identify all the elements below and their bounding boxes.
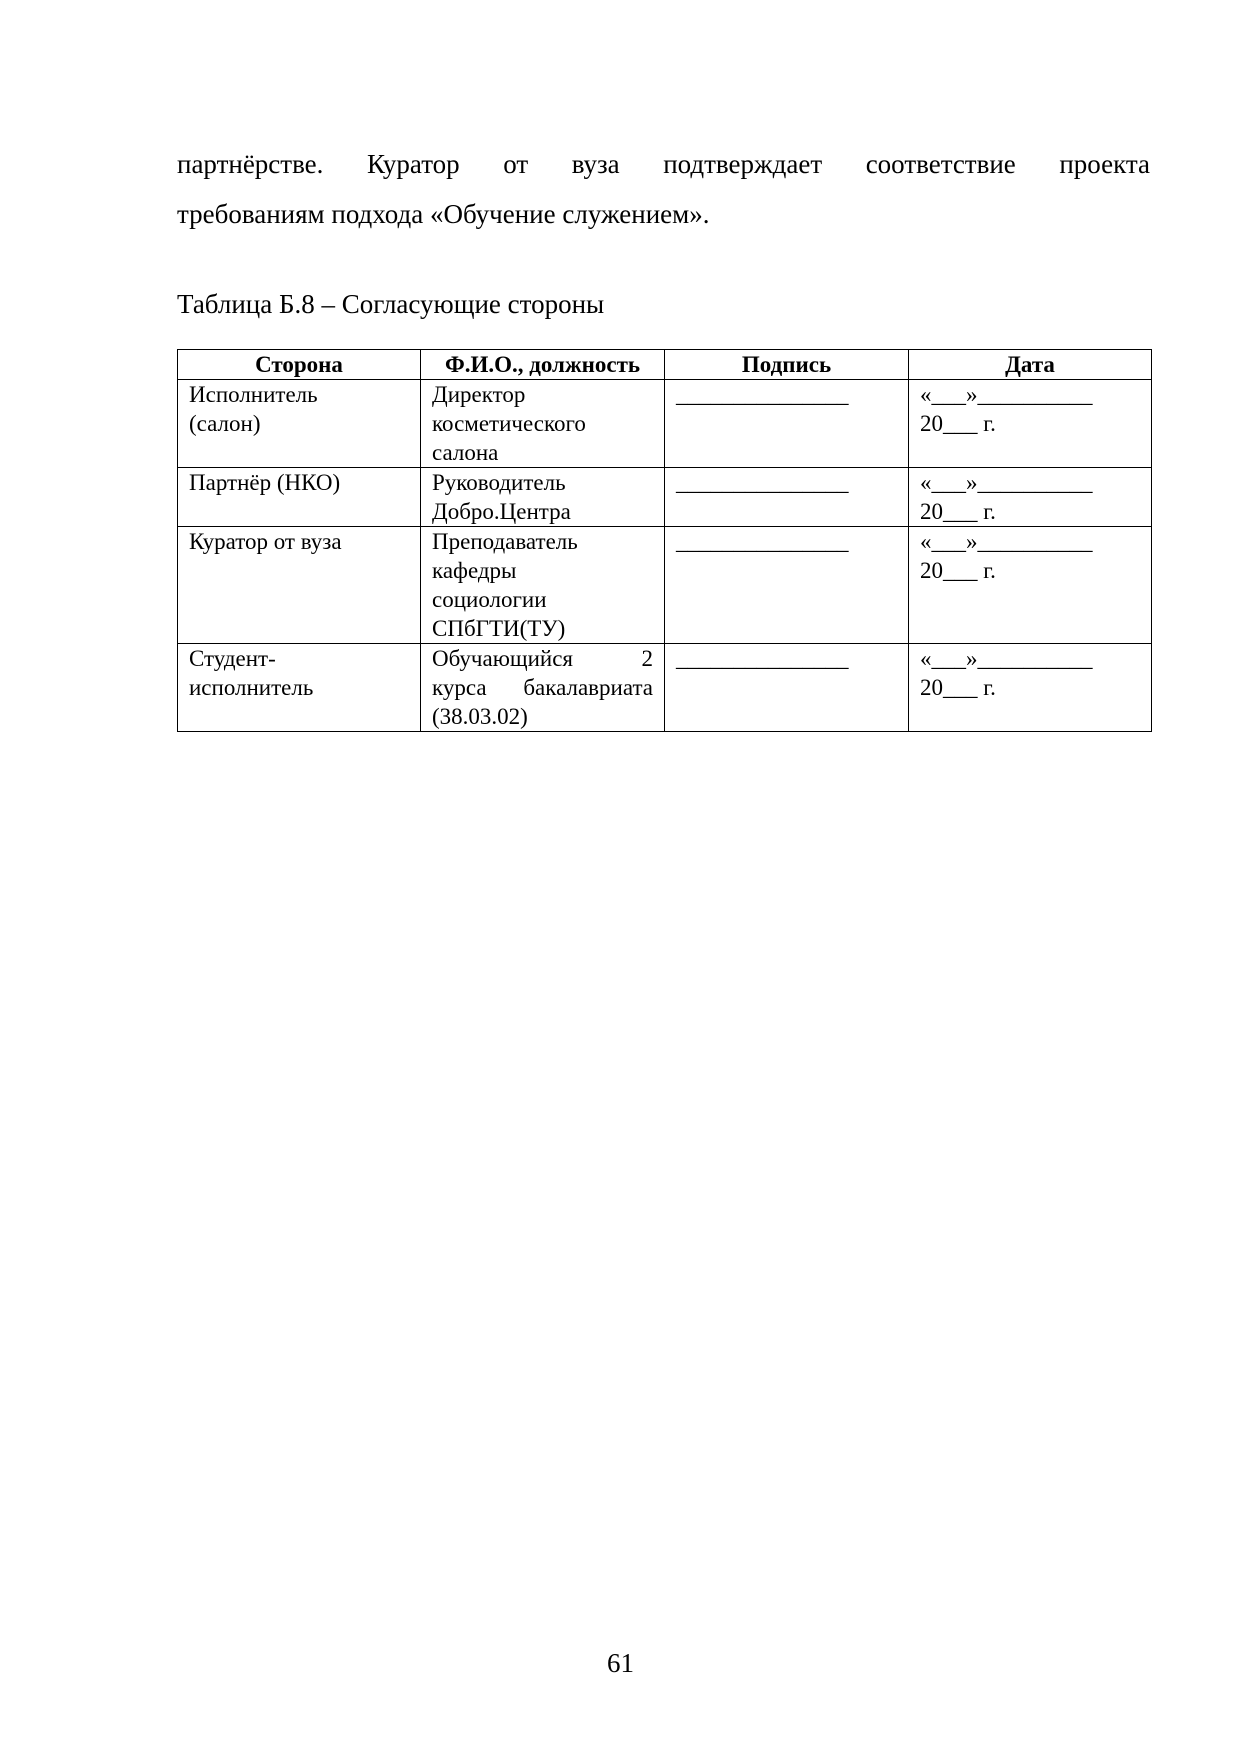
header-signature: Подпись	[665, 350, 909, 380]
cell-text-justified	[432, 673, 653, 702]
cell-date	[909, 527, 1152, 644]
cell-text: косметического	[432, 411, 586, 436]
paragraph-word: подтверждает	[663, 149, 823, 179]
date-line: «___»__________	[920, 646, 1093, 671]
signature-line: _______________	[676, 382, 849, 407]
table-row	[178, 380, 1152, 468]
cell-party	[178, 380, 421, 468]
cell-text: кафедры	[432, 558, 517, 583]
signature-line: _______________	[676, 529, 849, 554]
cell-text: (салон)	[189, 411, 261, 436]
table-row	[178, 644, 1152, 732]
cell-signature	[665, 527, 909, 644]
cell-position	[421, 468, 665, 527]
year-line: 20___ г.	[920, 411, 996, 436]
cell-date	[909, 380, 1152, 468]
date-line: «___»__________	[920, 470, 1093, 495]
table-row	[178, 468, 1152, 527]
paragraph-word: Куратор	[366, 149, 460, 179]
cell-text: Исполнитель	[189, 382, 318, 407]
cell-date	[909, 468, 1152, 527]
header-date: Дата	[909, 350, 1152, 380]
paragraph-word: вуза	[571, 149, 620, 179]
paragraph-word: партнёрстве.	[177, 149, 324, 179]
cell-text: исполнитель	[189, 675, 314, 700]
cell-party	[178, 468, 421, 527]
cell-text: СПбГТИ(ТУ)	[432, 616, 566, 641]
paragraph-line-1	[177, 148, 1150, 180]
signature-line: _______________	[676, 646, 849, 671]
cell-position	[421, 644, 665, 732]
year-line: 20___ г.	[920, 558, 996, 583]
table-row	[178, 527, 1152, 644]
table-caption: Таблица Б.8 – Согласующие стороны	[177, 289, 605, 319]
cell-text: салона	[432, 440, 499, 465]
cell-text: Директор	[432, 382, 526, 407]
cell-text: (38.03.02)	[432, 704, 528, 729]
cell-date	[909, 644, 1152, 732]
paragraph-word: соответствие	[865, 149, 1016, 179]
cell-word: Обучающийся	[432, 646, 574, 671]
cell-text: Руководитель	[432, 470, 566, 495]
cell-text: Преподаватель	[432, 529, 578, 554]
page-number: 61	[607, 1648, 634, 1678]
cell-text-justified	[432, 644, 653, 673]
cell-word: курса	[432, 675, 487, 700]
header-name-position: Ф.И.О., должность	[421, 350, 665, 380]
cell-signature	[665, 644, 909, 732]
paragraph-word: от	[503, 149, 529, 179]
header-party: Сторона	[178, 350, 421, 380]
cell-signature	[665, 468, 909, 527]
date-line: «___»__________	[920, 382, 1093, 407]
cell-text: Куратор от вуза	[189, 529, 342, 554]
cell-signature	[665, 380, 909, 468]
date-line: «___»__________	[920, 529, 1093, 554]
paragraph-word: проекта	[1059, 149, 1150, 179]
paragraph-line-2: требованиям подхода «Обучение служением».	[177, 199, 710, 229]
cell-party	[178, 644, 421, 732]
cell-text: социологии	[432, 587, 547, 612]
cell-text: Добро.Центра	[432, 499, 571, 524]
year-line: 20___ г.	[920, 675, 996, 700]
cell-text: Студент-	[189, 646, 276, 671]
cell-word: 2	[641, 646, 653, 671]
signature-line: _______________	[676, 470, 849, 495]
cell-word: бакалавриата	[523, 675, 653, 700]
cell-position	[421, 380, 665, 468]
table-header-row	[178, 350, 1152, 380]
cell-text: Партнёр (НКО)	[189, 470, 341, 495]
cell-party	[178, 527, 421, 644]
agreeing-parties-table	[177, 349, 1152, 732]
year-line: 20___ г.	[920, 499, 996, 524]
cell-position	[421, 527, 665, 644]
